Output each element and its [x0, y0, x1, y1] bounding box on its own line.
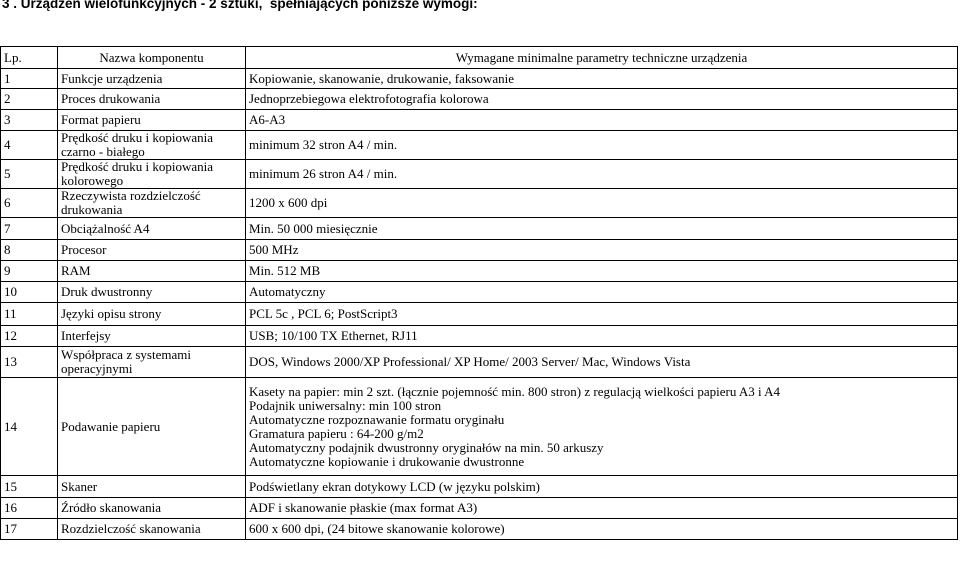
requirement-value: Min. 512 MB [249, 263, 321, 278]
component-name: Prędkość druku i kopiowania [61, 130, 214, 145]
requirement-value: minimum 26 stron A4 / min. [249, 166, 398, 181]
requirement-value: Kopiowanie, skanowanie, drukowanie, faksowanie [249, 70, 514, 86]
table-row [1, 519, 958, 540]
table-row [1, 261, 958, 282]
table-row [1, 110, 958, 131]
component-name: Języki opisu strony [61, 306, 162, 321]
component-name-cell [58, 282, 246, 303]
table-row [1, 69, 958, 89]
row-number: 15 [1, 476, 58, 498]
requirement-value: Podajnik uniwersalny: min 100 stron [249, 397, 442, 413]
component-name: Źródło skanowania [61, 500, 162, 515]
requirement-value: DOS, Windows 2000/XP Professional/ XP Home/ 2003 Server/ Mac, Windows Vista [249, 354, 691, 369]
table-row [1, 218, 958, 240]
table-row [1, 240, 958, 261]
component-name-cell [58, 240, 246, 261]
component-name: Funkcje urządzenia [61, 70, 163, 86]
requirement-value: USB; 10/100 TX Ethernet, RJ11 [249, 328, 418, 343]
table-row [1, 498, 958, 519]
requirement-value: Gramatura papieru : 64-200 g/m2 [249, 425, 424, 441]
requirement-cell [246, 240, 958, 261]
row-number: 5 [1, 160, 58, 189]
row-number: 16 [1, 498, 58, 519]
requirement-cell [246, 160, 958, 189]
requirement-value: 1200 x 600 dpi [249, 195, 328, 210]
component-name: Procesor [61, 242, 107, 257]
requirement-cell [246, 189, 958, 218]
requirement-value: Min. 50 000 miesięcznie [249, 220, 378, 236]
component-name: kolorowego [61, 173, 124, 188]
section-heading: 3 . Urządzeń wielofunkcyjnych - 2 sztuki, spełniających poniższe wymogi: [2, 0, 478, 11]
component-name: Współpraca z systemami [61, 347, 191, 362]
requirement-cell [246, 303, 958, 326]
row-number: 14 [1, 378, 58, 476]
row-number: 1 [1, 69, 58, 89]
requirement-value: PCL 5c , PCL 6; PostScript3 [249, 306, 398, 321]
component-name: Rzeczywista rozdzielczość [61, 188, 201, 203]
requirement-value: Podświetlany ekran dotykowy LCD (w języku polskim) [249, 478, 541, 494]
requirement-cell [246, 347, 958, 378]
requirement-cell [246, 282, 958, 303]
component-name-cell [58, 189, 246, 218]
component-name-cell [58, 69, 246, 89]
requirement-cell [246, 261, 958, 282]
component-name: Proces drukowania [61, 91, 161, 106]
component-name-cell [58, 89, 246, 110]
component-name: operacyjnymi [61, 361, 133, 376]
requirement-value: Jednoprzebiegowa elektrofotografia kolorowa [249, 91, 489, 106]
requirement-cell [246, 69, 958, 89]
requirement-cell [246, 326, 958, 347]
component-name-cell [58, 131, 246, 160]
table-row [1, 189, 958, 218]
requirement-cell [246, 476, 958, 498]
component-name: Druk dwustronny [61, 284, 153, 299]
row-number: 17 [1, 519, 58, 540]
header-component-name: Nazwa komponentu [58, 47, 246, 69]
component-name-cell [58, 110, 246, 131]
table-row [1, 347, 958, 378]
row-number: 11 [1, 303, 58, 326]
component-name-cell [58, 519, 246, 540]
requirement-cell [246, 89, 958, 110]
requirement-value: Automatyczny [249, 284, 326, 299]
component-name: Podawanie papieru [61, 418, 161, 434]
requirement-value: 500 MHz [249, 242, 299, 257]
component-name-cell [58, 378, 246, 476]
row-number: 2 [1, 89, 58, 110]
component-name: czarno - białego [61, 144, 145, 159]
component-name-cell [58, 218, 246, 240]
component-name-cell [58, 303, 246, 326]
component-name: Prędkość druku i kopiowania [61, 159, 214, 174]
requirement-cell [246, 131, 958, 160]
component-name: Skaner [61, 478, 98, 494]
table-body [1, 69, 958, 540]
component-name-cell [58, 326, 246, 347]
table-row [1, 89, 958, 110]
row-number: 4 [1, 131, 58, 160]
table-row [1, 378, 958, 476]
component-name-cell [58, 261, 246, 282]
requirement-value: Automatyczne rozpoznawanie formatu oryginału [249, 411, 505, 427]
component-name: RAM [61, 263, 91, 278]
row-number: 7 [1, 218, 58, 240]
table-row [1, 282, 958, 303]
row-number: 13 [1, 347, 58, 378]
table-header-row [1, 47, 958, 69]
requirement-value: Automatyczny podajnik dwustronny oryginałów na min. 50 arkuszy [249, 439, 604, 455]
component-name-cell [58, 160, 246, 189]
row-number: 12 [1, 326, 58, 347]
requirement-cell [246, 378, 958, 476]
specification-table [0, 46, 958, 540]
component-name: Interfejsy [61, 328, 111, 343]
requirement-cell [246, 218, 958, 240]
table-row [1, 303, 958, 326]
requirement-value: A6-A3 [249, 112, 286, 127]
component-name-cell [58, 498, 246, 519]
requirement-cell [246, 110, 958, 131]
table-row [1, 160, 958, 189]
row-number: 10 [1, 282, 58, 303]
requirement-value: Kasety na papier: min 2 szt. (łącznie pojemność min. 800 stron) z regulacją wielkości papieru A3 i A4 [249, 383, 781, 399]
row-number: 3 [1, 110, 58, 131]
row-number: 8 [1, 240, 58, 261]
component-name: Rozdzielczość skanowania [61, 521, 201, 536]
row-number: 9 [1, 261, 58, 282]
header-requirements: Wymagane minimalne parametry techniczne urządzenia [246, 47, 958, 69]
component-name: drukowania [61, 202, 123, 217]
component-name: Format papieru [61, 112, 141, 127]
component-name-cell [58, 476, 246, 498]
table-row [1, 476, 958, 498]
component-name: Obciążalność A4 [61, 220, 150, 236]
requirement-cell [246, 498, 958, 519]
requirement-value: 600 x 600 dpi, (24 bitowe skanowanie kolorowe) [249, 521, 505, 536]
component-name-cell [58, 347, 246, 378]
table-row [1, 131, 958, 160]
header-lp: Lp. [1, 47, 58, 69]
requirement-cell [246, 519, 958, 540]
row-number: 6 [1, 189, 58, 218]
requirement-value: ADF i skanowanie płaskie (max format A3) [249, 500, 478, 515]
requirement-value: Automatyczne kopiowanie i drukowanie dwustronne [249, 453, 525, 469]
table-row [1, 326, 958, 347]
requirement-value: minimum 32 stron A4 / min. [249, 137, 398, 152]
